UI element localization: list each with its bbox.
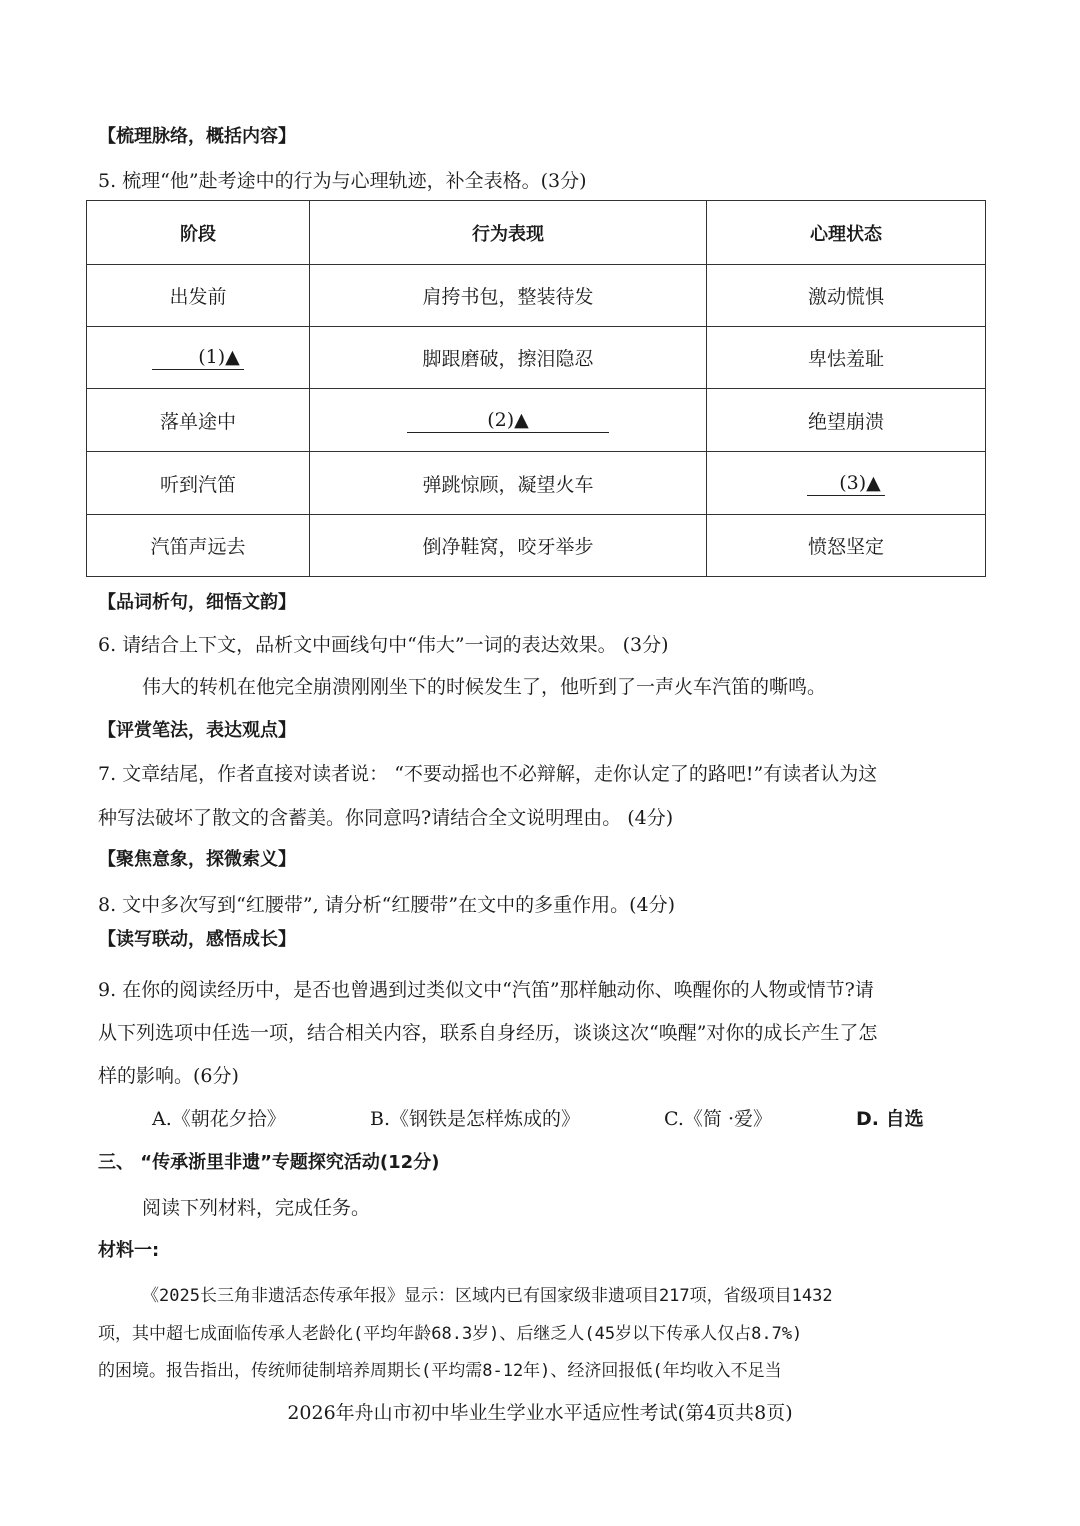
cell-state: 愤怒坚定 <box>707 515 986 577</box>
header-state: 心理状态 <box>707 201 986 265</box>
cell-stage: 出发前 <box>87 265 310 327</box>
question-6-quote: 伟大的转机在他完全崩溃刚刚坐下的时候发生了，他听到了一声火车汽笛的嘶鸣。 <box>142 676 827 698</box>
blank-2: (2)▲ <box>407 408 609 433</box>
table-header-row <box>87 201 986 265</box>
table-row <box>87 327 986 389</box>
section-heading-words: 【品词析句，细悟文韵】 <box>98 592 296 613</box>
part-3-heading: 三、 “传承浙里非遗”专题探究活动(12分) <box>98 1152 440 1173</box>
cell-stage: 听到汽笛 <box>87 452 310 515</box>
material-1-line-2: 项，其中超七成面临传承人老龄化(平均年龄68.3岁)、后继乏人(45岁以下传承人仅占8.7%) <box>98 1324 803 1344</box>
cell-stage-blank <box>87 327 310 389</box>
header-behavior: 行为表现 <box>310 201 707 265</box>
option-d: D. 自选 <box>856 1108 924 1130</box>
material-1-label: 材料一: <box>98 1240 160 1261</box>
cell-state-blank <box>707 452 986 515</box>
blank-1: (1)▲ <box>152 345 244 370</box>
behavior-psychology-table <box>86 200 986 577</box>
blank-3: (3)▲ <box>807 471 885 496</box>
question-6: 6. 请结合上下文，品析文中画线句中“伟大”一词的表达效果。 (3分) <box>98 634 669 656</box>
cell-behavior: 倒净鞋窝，咬牙举步 <box>310 515 707 577</box>
cell-behavior: 弹跳惊顾，凝望火车 <box>310 452 707 515</box>
question-9-line-3: 样的影响。(6分) <box>98 1065 239 1087</box>
cell-behavior: 脚跟磨破，擦泪隐忍 <box>310 327 707 389</box>
question-5: 5. 梳理“他”赴考途中的行为与心理轨迹，补全表格。(3分) <box>98 170 587 192</box>
option-c: C.《简 ·爱》 <box>664 1108 772 1130</box>
option-a: A.《朝花夕拾》 <box>152 1108 286 1130</box>
question-8: 8. 文中多次写到“红腰带”, 请分析“红腰带”在文中的多重作用。(4分) <box>98 894 676 916</box>
question-9-line-2: 从下列选项中任选一项，结合相关内容，联系自身经历，谈谈这次“唤醒”对你的成长产生了怎 <box>98 1022 878 1044</box>
table-row <box>87 452 986 515</box>
section-heading-technique: 【评赏笔法，表达观点】 <box>98 720 296 741</box>
table-row <box>87 515 986 577</box>
table-row <box>87 265 986 327</box>
cell-state: 激动慌惧 <box>707 265 986 327</box>
cell-state: 绝望崩溃 <box>707 389 986 452</box>
question-7-line-1: 7. 文章结尾，作者直接对读者说： “不要动摇也不必辩解，走你认定了的路吧!”有读者认为这 <box>98 763 878 785</box>
header-stage: 阶段 <box>87 201 310 265</box>
cell-behavior-blank <box>310 389 707 452</box>
section-heading-outline: 【梳理脉络，概括内容】 <box>98 126 296 147</box>
question-7-line-2: 种写法破坏了散文的含蓄美。你同意吗?请结合全文说明理由。 (4分) <box>98 807 674 829</box>
question-9-line-1: 9. 在你的阅读经历中，是否也曾遇到过类似文中“汽笛”那样触动你、唤醒你的人物或情节?请 <box>98 979 874 1001</box>
material-1-line-3: 的困境。报告指出，传统师徒制培养周期长(平均需8-12年)、经济回报低(年均收入不足当 <box>98 1361 782 1381</box>
table-row <box>87 389 986 452</box>
page-footer: 2026年舟山市初中毕业生学业水平适应性考试(第4页共8页) <box>287 1402 793 1424</box>
cell-stage: 汽笛声远去 <box>87 515 310 577</box>
instruction: 阅读下列材料，完成任务。 <box>142 1197 371 1219</box>
cell-behavior: 肩挎书包，整装待发 <box>310 265 707 327</box>
option-b: B.《钢铁是怎样炼成的》 <box>370 1108 581 1130</box>
cell-stage: 落单途中 <box>87 389 310 452</box>
section-heading-reading-writing: 【读写联动，感悟成长】 <box>98 929 296 950</box>
material-1-line-1: 《2025长三角非遗活态传承年报》显示：区域内已有国家级非遗项目217项，省级项目1432 <box>142 1286 833 1306</box>
cell-state: 卑怯羞耻 <box>707 327 986 389</box>
section-heading-imagery: 【聚焦意象，探微索义】 <box>98 849 296 870</box>
